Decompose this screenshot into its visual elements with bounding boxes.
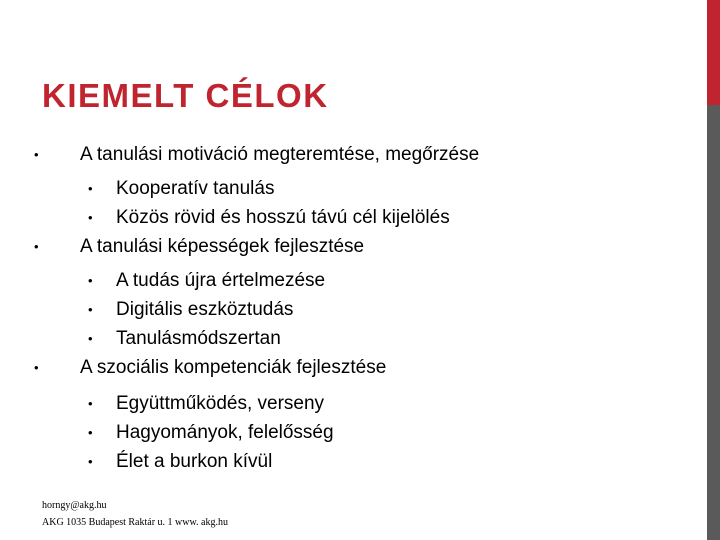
- list-item: Együttműködés, verseny: [116, 393, 325, 414]
- list-item: Hagyományok, felelősség: [116, 422, 334, 443]
- list-item: Tanulásmódszertan: [116, 328, 281, 349]
- bullet-marker: •: [88, 331, 93, 346]
- list-item: Digitális eszköztudás: [116, 299, 294, 320]
- bullet-marker: •: [34, 360, 39, 375]
- slide-title: KIEMELT CÉLOK: [42, 77, 329, 114]
- footer-address: AKG 1035 Budapest Raktár u. 1 www. akg.hu: [42, 517, 228, 528]
- footer-email: horngy@akg.hu: [42, 500, 107, 511]
- list-item: Kooperatív tanulás: [116, 178, 275, 199]
- bullet-marker: •: [88, 302, 93, 317]
- list-item: A tudás újra értelmezése: [116, 270, 326, 291]
- bullet-marker: •: [88, 181, 93, 196]
- bullet-marker: •: [88, 273, 93, 288]
- bullet-marker: •: [88, 425, 93, 440]
- side-bar-accent: [707, 0, 720, 105]
- section-heading: A tanulási motiváció megteremtése, megőrzése: [80, 144, 480, 165]
- bullet-marker: •: [34, 239, 39, 254]
- bullet-marker: •: [88, 454, 93, 469]
- bullet-marker: •: [34, 147, 39, 162]
- bullet-marker: •: [88, 210, 93, 225]
- bullet-marker: •: [88, 396, 93, 411]
- section-heading: A szociális kompetenciák fejlesztése: [80, 357, 387, 378]
- section-heading: A tanulási képességek fejlesztése: [80, 236, 365, 257]
- list-item: Élet a burkon kívül: [116, 451, 273, 472]
- list-item: Közös rövid és hosszú távú cél kijelölés: [116, 207, 450, 228]
